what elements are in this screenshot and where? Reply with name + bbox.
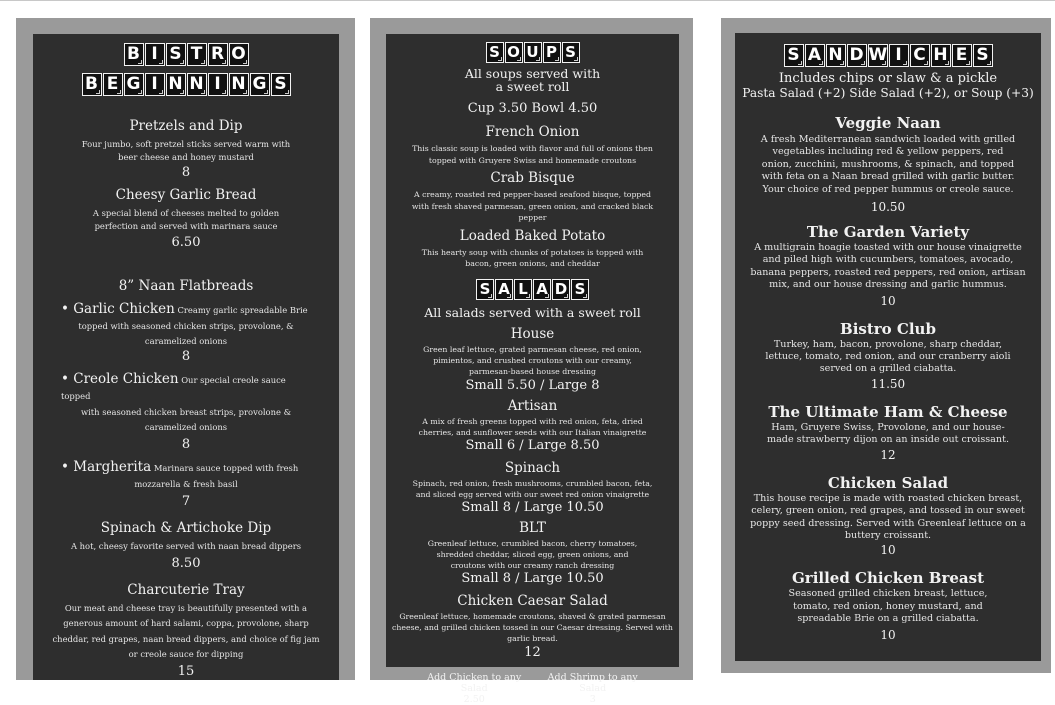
- item-price: 12: [524, 644, 541, 660]
- sandwich-item: [735, 224, 1041, 309]
- middle-panel: [386, 34, 679, 705]
- item-name: Bistro Club: [840, 319, 936, 338]
- item-desc: A hot, cheesy favorite served with naan bread dippers: [70, 541, 302, 551]
- item-name: The Garden Variety: [806, 223, 970, 242]
- item-price: 10.50: [870, 200, 906, 215]
- item-price: 10: [880, 543, 896, 558]
- item-name: • Creole Chicken: [61, 371, 179, 387]
- item-name: The Ultimate Ham & Cheese: [768, 402, 1008, 421]
- sandwich-item: [735, 570, 1041, 642]
- item-price: 10: [880, 627, 896, 642]
- item-desc: Greenleaf lettuce, crumbled bacon, cherry tomatoes, shredded cheddar, sliced egg, green onions, and croutons with our creamy ranch dressing: [427, 538, 638, 570]
- letter-tile: S: [271, 73, 291, 96]
- item-name: Chicken Salad: [827, 473, 949, 492]
- item-desc: A mix of fresh greens topped with red onion, feta, dried cherries, and sunflower seeds with our Italian vinaigrette: [418, 416, 647, 437]
- addon-shrimp: Add Shrimp to any Salad 3: [547, 671, 638, 705]
- salad-item: [386, 326, 679, 394]
- naan-item: [33, 459, 339, 510]
- salads-note: All salads served with a sweet roll: [424, 304, 641, 320]
- item-desc: mozzarella & fresh basil: [134, 479, 238, 489]
- item-desc: with seasoned chicken breast strips, provolone & caramelized onions: [80, 407, 292, 432]
- item-desc: A special blend of cheeses melted to golden perfection and served with marinara sauce: [92, 208, 280, 231]
- letter-tile: S: [476, 279, 494, 300]
- letter-tile: D: [847, 44, 867, 67]
- item-price: Small 8 / Large 10.50: [461, 570, 604, 586]
- title-line-bistro: [33, 43, 339, 66]
- sandwich-item: [735, 475, 1041, 559]
- item-price: 7: [181, 494, 191, 509]
- item-name: BLT: [519, 519, 546, 536]
- letter-tile: O: [229, 43, 249, 66]
- menu-item: [33, 187, 339, 251]
- item-desc: A creamy, roasted red pepper-based seafood bisque, topped with fresh shaved parmesan, green onion, and cracked black pepper: [411, 190, 654, 222]
- item-name: Pretzels and Dip: [129, 118, 243, 134]
- item-name: House: [510, 325, 555, 342]
- item-name: Cheesy Garlic Bread: [115, 187, 257, 203]
- letter-tile: S: [571, 279, 589, 300]
- item-name: Chicken Caesar Salad: [457, 592, 608, 609]
- soups-title: [386, 42, 679, 63]
- salad-item: [386, 593, 679, 661]
- item-price: 10: [880, 293, 896, 308]
- letter-tile: B: [82, 73, 102, 96]
- soup-item: [386, 170, 679, 224]
- addons-row: [386, 672, 679, 705]
- letter-tile: T: [187, 43, 207, 66]
- item-desc: topped with seasoned chicken strips, provolone, & caramelized onions: [78, 321, 294, 346]
- item-name: Artisan: [507, 397, 558, 414]
- letter-tile: P: [543, 42, 561, 63]
- menu-item: [33, 118, 339, 181]
- item-price: Small 8 / Large 10.50: [461, 499, 604, 515]
- addon-chicken: Add Chicken to any Salad 2.50: [427, 671, 522, 705]
- top-rule: [0, 0, 1055, 1]
- item-name: Spinach: [504, 459, 561, 476]
- letter-tile: N: [187, 73, 207, 96]
- soups-note: All soups served with a sweet roll: [464, 66, 601, 94]
- menu-item: [33, 582, 339, 680]
- item-desc: Greenleaf lettuce, homemade croutons, shaved & grated parmesan cheese, and grilled chicken tossed in our Caesar dressing. Served with garlic bread.: [392, 611, 673, 643]
- letter-tile: G: [250, 73, 270, 96]
- item-name: • Garlic Chicken: [61, 301, 175, 317]
- letter-tile: A: [805, 44, 825, 67]
- left-panel: [33, 34, 339, 680]
- letter-tile: G: [124, 73, 144, 96]
- item-name: Grilled Chicken Breast: [791, 569, 985, 588]
- sandwiches-note-1: Includes chips or slaw & a pickle: [778, 71, 998, 86]
- letter-tile: E: [103, 73, 123, 96]
- sandwiches-note-2: Pasta Salad (+2) Side Salad (+2), or Soup (+3): [742, 86, 1034, 100]
- letter-tile: A: [533, 279, 551, 300]
- letter-tile: N: [826, 44, 846, 67]
- naan-item: [33, 301, 339, 365]
- letter-tile: N: [229, 73, 249, 96]
- right-panel: [735, 33, 1041, 661]
- letter-tile: W: [868, 45, 888, 65]
- item-price: 6.50: [171, 235, 201, 250]
- item-desc-inline: Our special creole sauce topped: [61, 375, 286, 401]
- letter-tile: A: [495, 279, 513, 300]
- item-desc: A multigrain hoagie toasted with our house vinaigrette and piled high with cucumbers, tomatoes, avocado, banana peppers, roasted red peppers, red onion, artisan mix, and our house dressing and garlic hummus.: [750, 242, 1026, 291]
- item-name: Crab Bisque: [490, 170, 575, 186]
- letter-tile: U: [524, 42, 542, 63]
- item-price: 15: [177, 663, 195, 679]
- letter-tile: S: [973, 44, 993, 67]
- sandwiches-title: [735, 44, 1041, 67]
- letter-tile: I: [145, 43, 165, 66]
- item-desc: Turkey, ham, bacon, provolone, sharp cheddar, lettuce, tomato, red onion, and our cranberry aioli served on a grilled ciabatta.: [765, 338, 1011, 375]
- letter-tile: I: [208, 73, 228, 96]
- salad-item: [386, 460, 679, 516]
- naan-item: [33, 371, 339, 453]
- salads-title: [386, 279, 679, 300]
- letter-tile: C: [910, 44, 930, 67]
- letter-tile: H: [931, 44, 951, 67]
- soup-item: [386, 228, 679, 270]
- sandwich-item: [735, 321, 1041, 392]
- item-name: Loaded Baked Potato: [459, 227, 606, 244]
- salad-item: [386, 398, 679, 454]
- letter-tile: S: [166, 43, 186, 66]
- item-name: • Margherita: [61, 459, 152, 475]
- letter-tile: S: [486, 42, 504, 63]
- soup-item: [386, 124, 679, 166]
- letter-tile: S: [784, 44, 804, 67]
- item-desc-inline: Creamy garlic spreadable Brie: [174, 305, 308, 315]
- left-title: [33, 43, 339, 96]
- letter-tile: O: [505, 42, 523, 63]
- letter-tile: S: [562, 42, 580, 63]
- item-price: Small 5.50 / Large 8: [465, 377, 600, 393]
- item-desc: This house recipe is made with roasted chicken breast, celery, green onion, red grapes, and tossed in our sweet poppy seed dressing. Served with Greenleaf lettuce on a buttery croissant.: [750, 492, 1026, 541]
- soups-price: Cup 3.50 Bowl 4.50: [467, 101, 598, 116]
- item-name: French Onion: [485, 124, 580, 140]
- salad-item: [386, 520, 679, 587]
- item-price: 8: [181, 437, 191, 452]
- letter-tile: I: [889, 44, 909, 67]
- item-desc: Four jumbo, soft pretzel sticks served warm with beer cheese and honey mustard: [81, 139, 291, 162]
- naan-heading: 8” Naan Flatbreads: [118, 278, 254, 294]
- item-name: Charcuterie Tray: [127, 581, 245, 598]
- item-price: 11.50: [870, 376, 906, 391]
- item-name: Spinach & Artichoke Dip: [100, 520, 272, 536]
- letter-tile: N: [166, 73, 186, 96]
- sandwich-item: [735, 115, 1041, 215]
- letter-tile: D: [552, 279, 570, 300]
- letter-tile: I: [145, 73, 165, 96]
- item-desc: This hearty soup with chunks of potatoes is topped with bacon, green onions, and cheddar: [421, 247, 644, 268]
- item-name: Veggie Naan: [835, 114, 941, 132]
- menu-item: [33, 520, 339, 572]
- item-desc: Ham, Gruyere Swiss, Provolone, and our house-made strawberry dijon on an inside out croissant.: [766, 421, 1009, 446]
- item-desc: Spinach, red onion, fresh mushrooms, crumbled bacon, feta, and sliced egg served with our sweet red onion vinaigrette: [412, 478, 653, 499]
- item-price: 8: [181, 349, 191, 364]
- letter-tile: E: [952, 44, 972, 67]
- item-desc-inline: Marinara sauce topped with fresh: [151, 463, 299, 473]
- item-price: 12: [880, 447, 896, 462]
- letter-tile: B: [124, 43, 144, 66]
- item-price: Small 6 / Large 8.50: [465, 437, 600, 453]
- letter-tile: L: [514, 279, 532, 300]
- item-desc: Our meat and cheese tray is beautifully presented with a generous amount of hard salami, coppa, provolone, sharp cheddar, red grapes, naan bread dippers, and choice of fig jam or creole sauce for dipping: [52, 602, 320, 659]
- item-desc: Green leaf lettuce, grated parmesan cheese, red onion, pimientos, and crushed croutons with our creamy, parmesan-based house dressing: [423, 344, 642, 376]
- item-price: 8: [181, 165, 191, 180]
- item-desc: This classic soup is loaded with flavor and full of onions then topped with Gruyere Swiss and homemade croutons: [412, 144, 653, 165]
- title-line-beginnings: [33, 73, 339, 96]
- letter-tile: R: [208, 43, 228, 66]
- item-price: 8.50: [171, 555, 201, 571]
- item-desc: Seasoned grilled chicken breast, lettuce, tomato, red onion, honey mustard, and spreadable Brie on a grilled ciabatta.: [788, 588, 988, 625]
- item-desc: A fresh Mediterranean sandwich loaded with grilled vegetables including red & yellow peppers, red onion, zucchini, mushrooms, & spinach, and topped with feta on a Naan bread grilled with garlic butter. Your choice of red pepper hummus or creole sauce.: [760, 134, 1016, 195]
- sandwich-item: [735, 404, 1041, 463]
